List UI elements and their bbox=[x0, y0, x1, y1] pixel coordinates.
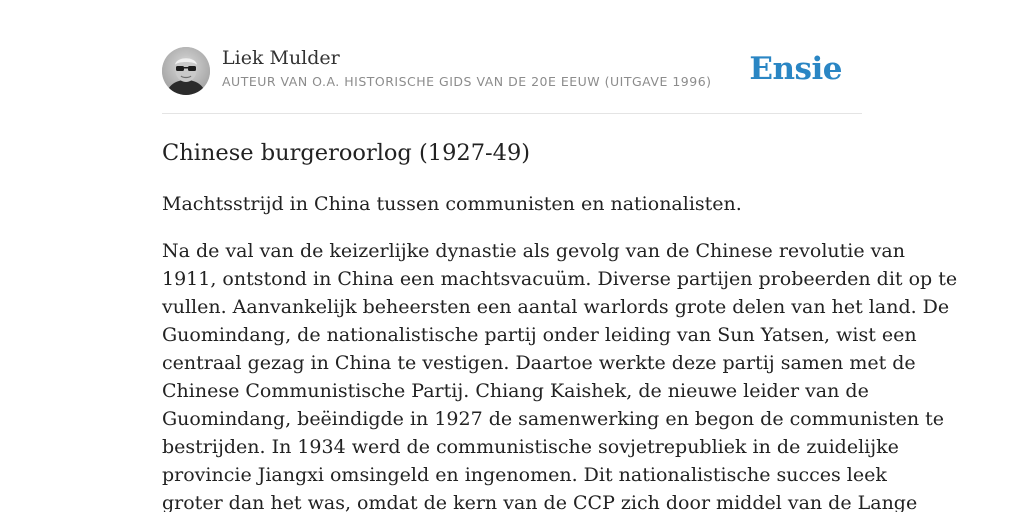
body-line: Guomindang, de nationalistische partij onder leiding van Sun Yatsen, wist een bbox=[162, 324, 917, 346]
body-line: centraal gezag in China te vestigen. Daartoe werkte deze partij samen met de bbox=[162, 352, 916, 374]
body-line: Guomindang, beëindigde in 1927 de samenwerking en begon de communisten te bbox=[162, 408, 945, 430]
author-name[interactable]: Liek Mulder bbox=[222, 47, 340, 69]
body-line: Chinese Communistische Partij. Chiang Kaishek, de nieuwe leider van de bbox=[162, 380, 869, 402]
author-header bbox=[162, 45, 862, 97]
body-line: groter dan het was, omdat de kern van de CCP zich door middel van de Lange bbox=[162, 492, 918, 512]
article-body bbox=[162, 237, 958, 512]
header-divider bbox=[162, 113, 862, 114]
body-line: vullen. Aanvankelijk beheersten een aantal warlords grote delen van het land. De bbox=[162, 296, 950, 318]
author-bio: AUTEUR VAN O.A. HISTORISCHE GIDS VAN DE 20E EEUW (UITGAVE 1996) bbox=[222, 74, 712, 89]
body-line: 1911, ontstond in China een machtsvacuüm. Diverse partijen probeerden dit op te bbox=[162, 268, 958, 290]
ensie-logo[interactable]: Ensie bbox=[749, 51, 842, 87]
author-photo bbox=[162, 47, 210, 95]
author-avatar[interactable] bbox=[162, 47, 210, 95]
article-title: Chinese burgeroorlog (1927-49) bbox=[162, 140, 531, 166]
body-line: bestrijden. In 1934 werd de communistische sovjetrepubliek in de zuidelijke bbox=[162, 436, 899, 458]
body-line: Na de val van de keizerlijke dynastie als gevolg van de Chinese revolutie van bbox=[162, 240, 905, 262]
body-line: provincie Jiangxi omsingeld en ingenomen. Dit nationalistische succes leek bbox=[162, 464, 887, 486]
article-lead: Machtsstrijd in China tussen communisten en nationalisten. bbox=[162, 193, 742, 215]
